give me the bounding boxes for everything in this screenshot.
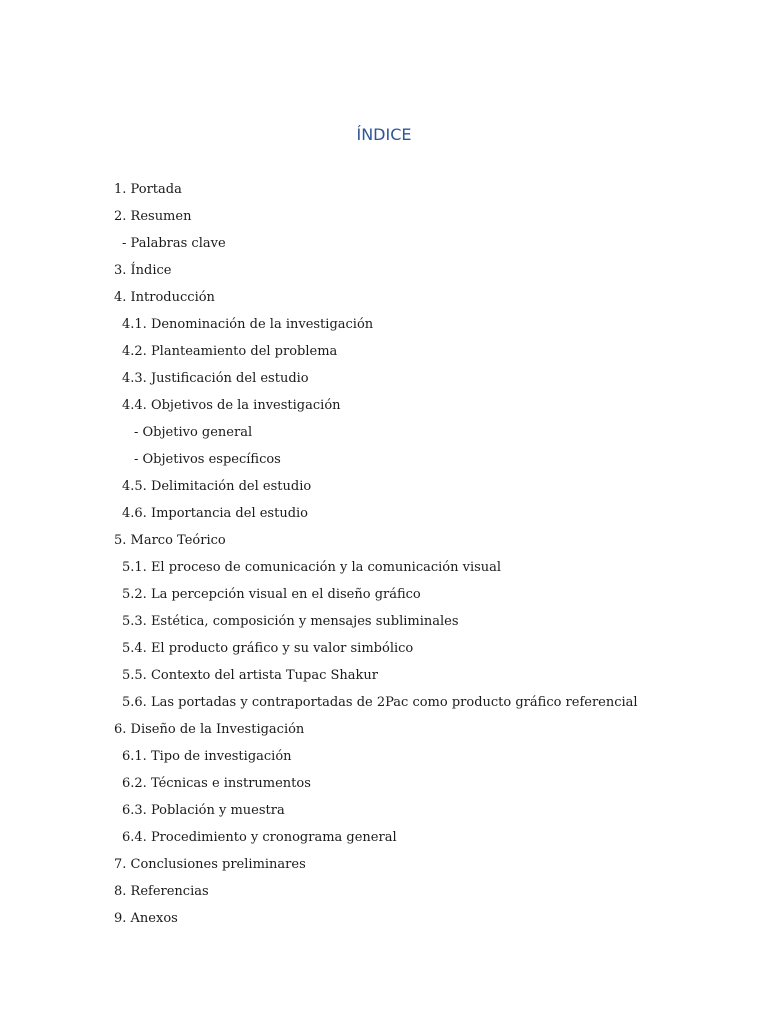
toc-entry: 1. Portada [114, 182, 182, 197]
toc-entry: 6.1. Tipo de investigación [122, 749, 292, 764]
toc-entry: 4.3. Justificación del estudio [122, 371, 309, 386]
toc-entry: 7. Conclusiones preliminares [114, 857, 306, 872]
toc-entry: 4.6. Importancia del estudio [122, 506, 309, 521]
page-title: ÍNDICE [356, 125, 412, 144]
toc-entry: 6. Diseño de la Investigación [114, 722, 305, 737]
toc-entry: 5.5. Contexto del artista Tupac Shakur [122, 668, 378, 683]
toc-entry: 4. Introducción [114, 290, 215, 305]
toc-entry: - Palabras clave [122, 236, 226, 251]
toc-entry: 5. Marco Teórico [114, 533, 226, 548]
toc-entry: 6.3. Población y muestra [122, 803, 285, 818]
toc-entry: 5.6. Las portadas y contraportadas de 2Pac como producto gráfico referencial [122, 695, 638, 710]
toc-entry: 4.4. Objetivos de la investigación [122, 398, 341, 413]
toc-entry: 5.3. Estética, composición y mensajes subliminales [122, 614, 459, 629]
toc-entry: 8. Referencias [114, 884, 209, 899]
toc-entry: 5.2. La percepción visual en el diseño gráfico [122, 587, 421, 602]
toc-entry: 4.1. Denominación de la investigación [122, 317, 374, 332]
toc-entry: 4.2. Planteamiento del problema [122, 344, 338, 359]
toc-entry: 9. Anexos [114, 911, 178, 926]
toc-entry: 6.4. Procedimiento y cronograma general [122, 830, 397, 845]
toc-entry: 5.1. El proceso de comunicación y la comunicación visual [122, 560, 502, 575]
toc-entry: 5.4. El producto gráfico y su valor simbólico [122, 641, 414, 656]
toc-entry: - Objetivo general [134, 425, 253, 440]
toc-entry: 3. Índice [114, 263, 172, 278]
toc-entry: 2. Resumen [114, 209, 192, 224]
toc-entry: 4.5. Delimitación del estudio [122, 479, 312, 494]
table-of-contents [0, 179, 768, 935]
toc-entry: 6.2. Técnicas e instrumentos [122, 776, 311, 791]
toc-entry: - Objetivos específicos [134, 452, 281, 467]
